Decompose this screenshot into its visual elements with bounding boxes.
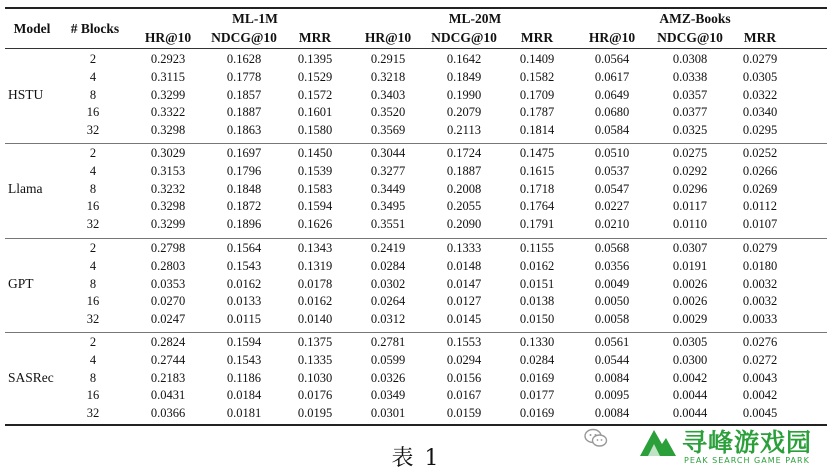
metric-header-ml1m-ndcg10: NDCG@10 [211,30,277,45]
metric-cell: 0.0151 [519,276,555,291]
metric-cell: 0.1539 [297,163,333,178]
metric-cell: 0.0510 [594,146,630,160]
group-separator [5,238,827,239]
metric-cell: 0.0356 [594,258,630,273]
metric-cell: 0.2090 [446,217,482,232]
metric-cell: 0.0649 [594,87,630,102]
metric-cell: 0.1872 [226,199,262,214]
metric-cell: 0.0599 [370,352,406,367]
metric-cell: 0.1543 [226,258,262,273]
metric-cell: 0.0147 [446,276,482,291]
metric-cell: 0.0326 [370,370,406,385]
metric-cell: 0.0279 [742,52,778,66]
metric-cell: 0.0305 [672,335,708,349]
metric-cell: 0.2008 [446,181,482,196]
watermark [580,420,830,470]
metric-cell: 0.3218 [370,69,406,84]
metric-cell: 0.0269 [742,181,778,196]
metric-cell: 0.0095 [594,388,630,403]
metric-cell: 0.1319 [297,258,333,273]
metric-cell: 0.1529 [297,69,333,84]
metric-cell: 0.0264 [370,294,406,309]
metric-cell: 0.1778 [226,69,262,84]
watermark-subtext: PEAK SEARCH GAME PARK [684,456,810,465]
metric-cell: 0.1594 [297,199,333,214]
column-header-model: Model [13,21,51,36]
metric-cell: 0.0276 [742,335,778,349]
blocks-cell: 16 [86,105,100,120]
metric-cell: 0.0266 [742,163,778,178]
metric-cell: 0.2055 [446,199,482,214]
model-label: HSTU [8,86,44,102]
blocks-cell: 16 [86,294,100,309]
metric-cell: 0.3277 [370,163,406,178]
metric-cell: 0.2824 [150,335,186,349]
group-separator [5,332,827,333]
metric-cell: 0.3495 [370,199,406,214]
metric-cell: 0.0300 [672,352,708,367]
metric-cell: 0.0044 [672,388,708,403]
metric-cell: 0.1848 [226,181,262,196]
table-top-rule [5,7,827,9]
metric-cell: 0.0322 [742,87,778,102]
metric-cell: 0.0617 [594,69,630,84]
metric-cell: 0.0140 [297,312,333,327]
metric-cell: 0.0112 [743,199,777,214]
model-label: SASRec [8,369,54,385]
metric-cell: 0.0107 [742,217,778,232]
metric-cell: 0.0181 [226,406,262,421]
metric-cell: 0.0045 [742,406,778,421]
metric-cell: 0.1553 [446,335,482,349]
metric-cell: 0.2744 [150,352,186,367]
metric-cell: 0.0294 [446,352,482,367]
metric-cell: 0.1887 [226,105,262,120]
metric-cell: 0.0169 [519,406,555,421]
metric-cell: 0.0680 [594,105,630,120]
metric-cell: 0.0279 [742,241,778,255]
metric-cell: 0.0029 [672,312,708,327]
metric-cell: 0.3299 [150,87,186,102]
metric-cell: 0.0227 [594,199,630,214]
metric-header-ml20m-hr10: HR@10 [364,30,412,45]
metric-header-amzbooks-ndcg10: NDCG@10 [657,30,723,45]
metric-cell: 0.3299 [150,217,186,232]
metric-cell: 0.0032 [742,276,778,291]
metric-cell: 0.0272 [742,352,778,367]
metric-cell: 0.0180 [742,258,778,273]
metric-cell: 0.1628 [226,52,262,66]
metric-cell: 0.0561 [594,335,630,349]
metric-cell: 0.0301 [370,406,406,421]
metric-cell: 0.1475 [519,146,555,160]
metric-cell: 0.3153 [150,163,186,178]
blocks-cell: 8 [89,370,97,385]
metric-cell: 0.1572 [297,87,333,102]
metric-cell: 0.0084 [594,406,630,421]
metric-cell: 0.0032 [742,294,778,309]
metric-cell: 0.3322 [150,105,186,120]
metric-cell: 0.0184 [226,388,262,403]
metric-cell: 0.2798 [150,241,186,255]
metric-cell: 0.1718 [519,181,555,196]
metric-cell: 0.0156 [446,370,482,385]
dataset-header-ml1m: ML-1M [232,11,278,26]
metric-cell: 0.1186 [227,370,261,385]
metric-cell: 0.0338 [672,69,708,84]
blocks-cell: 16 [86,199,100,214]
metric-cell: 0.0042 [742,388,778,403]
metric-cell: 0.0252 [742,146,778,160]
blocks-cell: 32 [86,406,100,421]
metric-cell: 0.0564 [594,52,630,66]
metric-cell: 0.1450 [297,146,333,160]
metric-cell: 0.0138 [519,294,555,309]
metric-cell: 0.0169 [519,370,555,385]
metric-cell: 0.1709 [519,87,555,102]
metric-header-ml1m-hr10: HR@10 [144,30,192,45]
metric-cell: 0.0178 [297,276,333,291]
metric-cell: 0.1787 [519,105,555,120]
metric-cell: 0.0584 [594,123,630,138]
metric-cell: 0.2183 [150,370,186,385]
blocks-cell: 2 [89,52,97,66]
metric-cell: 0.0307 [672,241,708,255]
metric-cell: 0.2803 [150,258,186,273]
metric-cell: 0.1409 [519,52,555,66]
metric-cell: 0.0148 [446,258,482,273]
metric-cell: 0.1583 [297,181,333,196]
metric-cell: 0.3298 [150,123,186,138]
metric-cell: 0.0210 [594,217,630,232]
table-caption: 表 1 [391,446,441,471]
metric-cell: 0.0115 [227,312,261,327]
metric-cell: 0.1887 [446,163,482,178]
blocks-cell: 16 [86,388,100,403]
metric-cell: 0.1543 [226,352,262,367]
blocks-cell: 8 [89,276,97,291]
metric-cell: 0.3569 [370,123,406,138]
metric-cell: 0.0145 [446,312,482,327]
metric-cell: 0.2419 [370,241,406,255]
watermark-text: 寻峰游戏园 [682,428,813,457]
metric-cell: 0.0162 [297,294,333,309]
metric-cell: 0.3298 [150,199,186,214]
metric-cell: 0.1896 [226,217,262,232]
metric-cell: 0.1857 [226,87,262,102]
metric-cell: 0.0349 [370,388,406,403]
metric-cell: 0.0295 [742,123,778,138]
metric-header-amzbooks-mrr: MRR [743,30,777,45]
metric-cell: 0.1814 [519,123,555,138]
metric-cell: 0.0431 [150,388,186,403]
dataset-header-amzbooks: AMZ-Books [659,11,731,26]
metric-cell: 0.3029 [150,146,186,160]
metric-cell: 0.0377 [672,105,708,120]
metric-cell: 0.1582 [519,69,555,84]
metric-cell: 0.1626 [297,217,333,232]
metric-cell: 0.0110 [673,217,707,232]
group-separator [5,143,827,144]
blocks-cell: 8 [89,181,97,196]
blocks-cell: 32 [86,123,100,138]
metric-cell: 0.0305 [742,69,778,84]
metric-cell: 0.0537 [594,163,630,178]
metric-cell: 0.0049 [594,276,630,291]
metric-cell: 0.0127 [446,294,482,309]
metric-cell: 0.0247 [150,312,186,327]
metric-cell: 0.0176 [297,388,333,403]
metric-cell: 0.1796 [226,163,262,178]
metric-cell: 0.0547 [594,181,630,196]
metric-cell: 0.0026 [672,294,708,309]
metric-cell: 0.0275 [672,146,708,160]
metric-cell: 0.1791 [519,217,555,232]
metric-cell: 0.0084 [594,370,630,385]
metric-cell: 0.0296 [672,181,708,196]
metric-cell: 0.3044 [370,146,406,160]
metric-cell: 0.0026 [672,276,708,291]
metric-cell: 0.1849 [446,69,482,84]
metric-cell: 0.0325 [672,123,708,138]
blocks-cell: 2 [89,146,97,160]
metric-header-amzbooks-hr10: HR@10 [588,30,636,45]
metric-cell: 0.0568 [594,241,630,255]
metric-cell: 0.2923 [150,52,186,66]
metric-cell: 0.0162 [519,258,555,273]
metric-header-ml20m-mrr: MRR [520,30,554,45]
metric-cell: 0.1333 [446,241,482,255]
metric-cell: 0.1375 [297,335,333,349]
metric-header-ml20m-ndcg10: NDCG@10 [431,30,497,45]
metric-cell: 0.0302 [370,276,406,291]
metric-cell: 0.1030 [297,370,333,385]
model-label: GPT [8,275,34,291]
metric-cell: 0.0044 [672,406,708,421]
blocks-cell: 4 [89,69,97,84]
metric-cell: 0.0177 [519,388,555,403]
metric-cell: 0.3520 [370,105,406,120]
metric-cell: 0.1615 [519,163,555,178]
metric-cell: 0.1724 [446,146,482,160]
metric-cell: 0.0133 [226,294,262,309]
metric-cell: 0.2915 [370,52,406,66]
metric-cell: 0.0292 [672,163,708,178]
metric-cell: 0.0312 [370,312,406,327]
dataset-header-ml20m: ML-20M [448,11,502,26]
metric-cell: 0.0284 [370,258,406,273]
metric-cell: 0.0366 [150,406,186,421]
metric-cell: 0.0050 [594,294,630,309]
metric-cell: 0.1601 [297,105,333,120]
metric-cell: 0.0150 [519,312,555,327]
column-header-blocks: # Blocks [70,21,120,36]
metric-cell: 0.0058 [594,312,630,327]
blocks-cell: 32 [86,217,100,232]
metric-cell: 0.0191 [672,258,708,273]
metric-cell: 0.1580 [297,123,333,138]
blocks-cell: 4 [89,258,97,273]
metric-cell: 0.0284 [519,352,555,367]
metric-cell: 0.2113 [447,123,481,138]
metric-cell: 0.1863 [226,123,262,138]
metric-cell: 0.3115 [151,69,185,84]
metric-cell: 0.3449 [370,181,406,196]
metric-cell: 0.0042 [672,370,708,385]
model-label: Llama [8,180,43,196]
metric-cell: 0.0033 [742,312,778,327]
metric-cell: 0.0195 [297,406,333,421]
metric-cell: 0.0043 [742,370,778,385]
metric-cell: 0.1564 [226,241,262,255]
blocks-cell: 2 [89,241,97,255]
metric-cell: 0.0159 [446,406,482,421]
metric-cell: 0.3403 [370,87,406,102]
blocks-cell: 4 [89,352,97,367]
metric-cell: 0.1330 [519,335,555,349]
metric-cell: 0.0544 [594,352,630,367]
metric-cell: 0.0340 [742,105,778,120]
blocks-cell: 32 [86,312,100,327]
metric-cell: 0.0353 [150,276,186,291]
metric-cell: 0.0270 [150,294,186,309]
metric-cell: 0.2079 [446,105,482,120]
metric-cell: 0.2781 [370,335,406,349]
metric-cell: 0.3232 [150,181,186,196]
metric-cell: 0.0357 [672,87,708,102]
blocks-cell: 4 [89,163,97,178]
header-bottom-rule [5,48,827,49]
blocks-cell: 2 [89,335,97,349]
blocks-cell: 8 [89,87,97,102]
metric-cell: 0.1990 [446,87,482,102]
metric-cell: 0.1395 [297,52,333,66]
metric-cell: 0.3551 [370,217,406,232]
metric-cell: 0.0308 [672,52,708,66]
metric-cell: 0.0162 [226,276,262,291]
metric-cell: 0.1343 [297,241,333,255]
metric-cell: 0.1335 [297,352,333,367]
metric-cell: 0.1155 [520,241,554,255]
metric-cell: 0.1642 [446,52,482,66]
metric-cell: 0.0117 [673,199,707,214]
metric-header-ml1m-mrr: MRR [298,30,332,45]
metric-cell: 0.1764 [519,199,555,214]
wechat-icon [584,428,608,448]
metric-cell: 0.1594 [226,335,262,349]
peak-logo-icon [638,424,678,458]
metric-cell: 0.1697 [226,146,262,160]
metric-cell: 0.0167 [446,388,482,403]
